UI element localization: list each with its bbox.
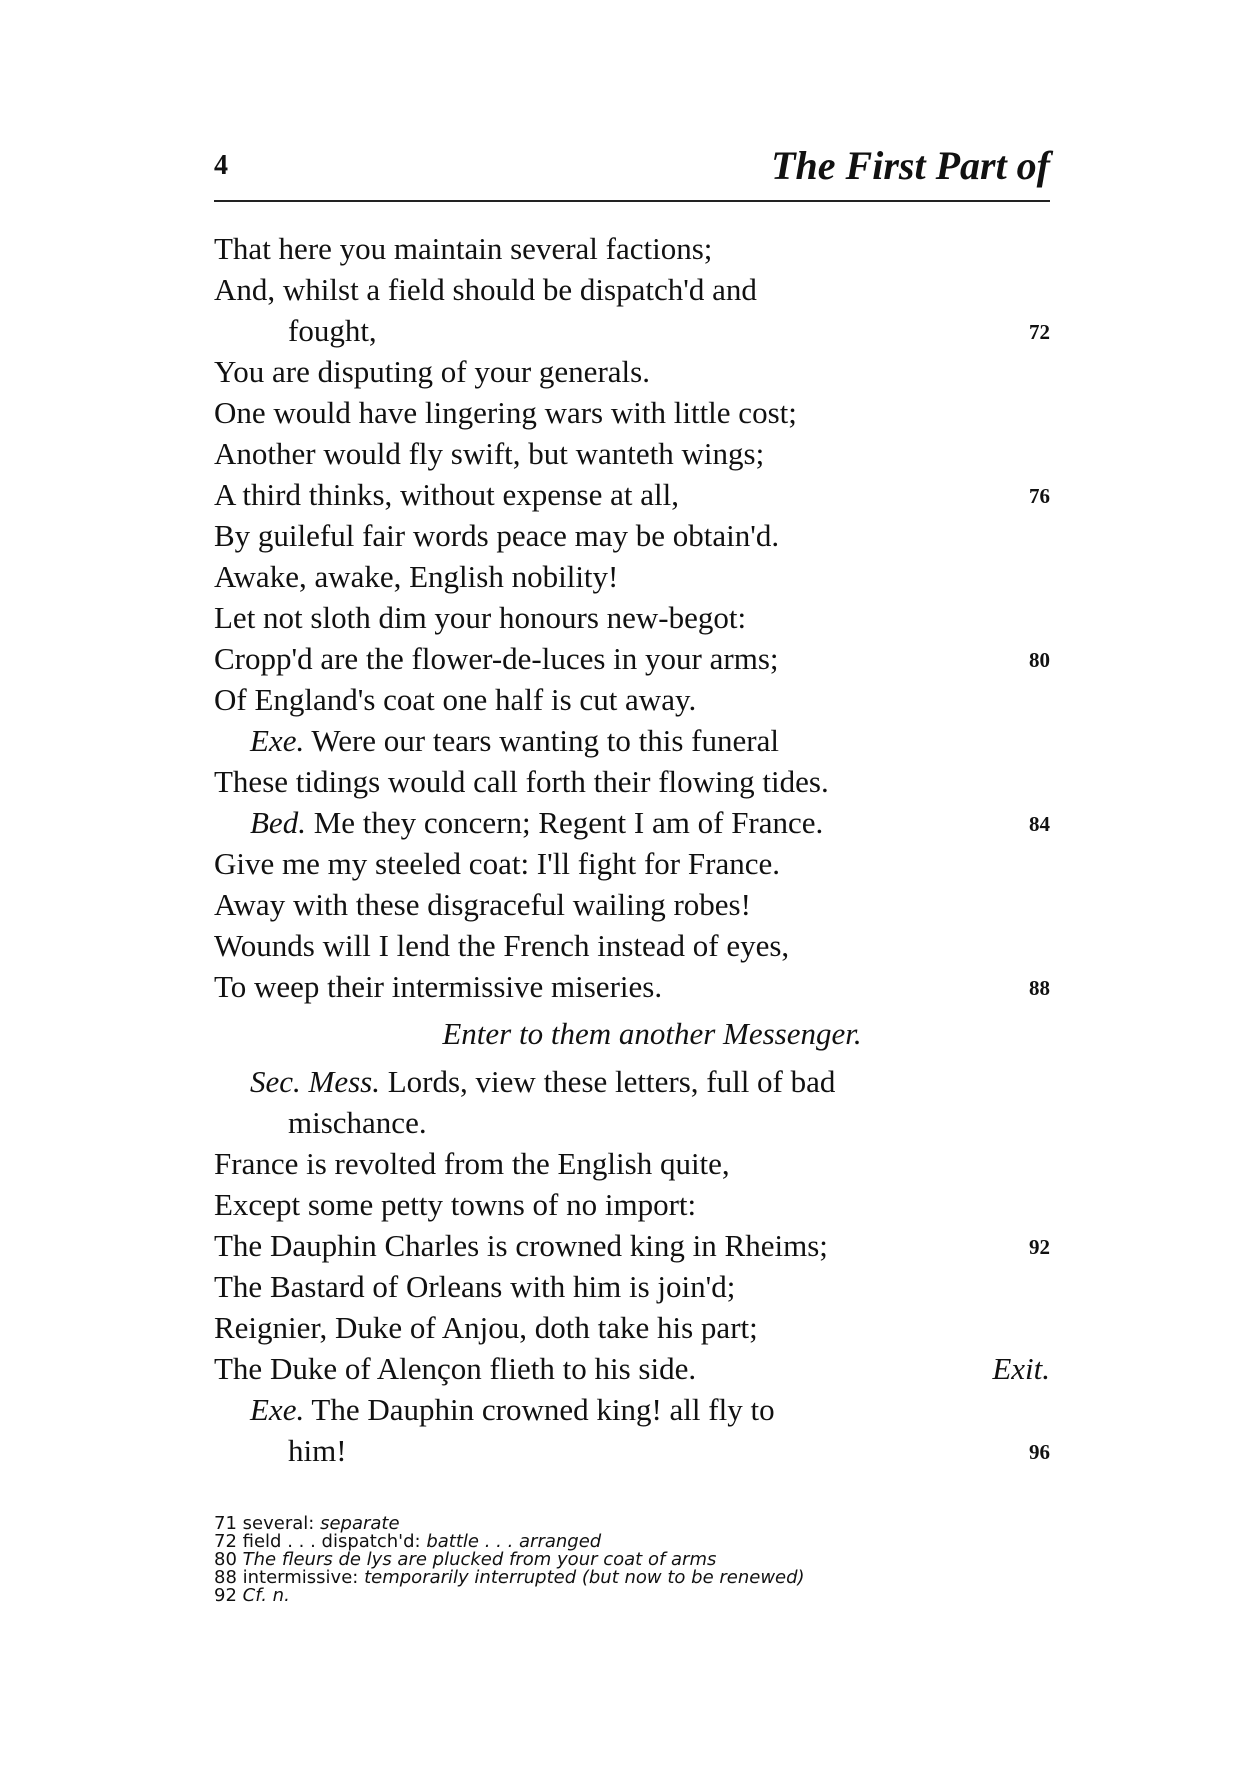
verse-line: Give me my steeled coat: I'll fight for France.: [214, 846, 780, 881]
footnote: 88 intermissive: temporarily interrupted (but now to be renewed): [214, 1567, 805, 1588]
verse-line: Let not sloth dim your honours new-begot:: [214, 600, 747, 635]
verse-line: Wounds will I lend the French instead of eyes,: [214, 928, 790, 963]
verse-line: Another would fly swift, but wanteth wings;: [214, 436, 765, 471]
verse-line: Sec. Mess. Lords, view these letters, full of bad: [250, 1064, 836, 1099]
line-number: 80: [1029, 648, 1050, 672]
verse-line: Awake, awake, English nobility!: [214, 559, 619, 594]
verse-line: These tidings would call forth their flowing tides.: [214, 764, 829, 799]
verse-line: Exe. The Dauphin crowned king! all fly to: [250, 1392, 775, 1427]
line-number: 72: [1029, 320, 1050, 344]
line-number: 92: [1029, 1235, 1050, 1259]
speaker-name: Exe.: [250, 723, 305, 758]
footnote: 92 Cf. n.: [214, 1585, 290, 1606]
verse-line: Of England's coat one half is cut away.: [214, 682, 697, 717]
verse-line: mischance.: [288, 1105, 427, 1140]
verse-line: Reignier, Duke of Anjou, doth take his part;: [214, 1310, 758, 1345]
verse-line: That here you maintain several factions;: [214, 231, 713, 266]
header-rule: [214, 200, 1050, 202]
verse-line: fought, 72: [214, 310, 1050, 351]
stage-direction-enter: Enter to them another Messenger.: [442, 1016, 862, 1051]
book-page: [214, 0, 1050, 1786]
verse-line: A third thinks, without expense at all, 76: [214, 474, 1050, 515]
verse-line: Exe. Were our tears wanting to this funeral: [250, 723, 779, 758]
line-number: 84: [1029, 812, 1050, 836]
verse-line: The Bastard of Orleans with him is join'd;: [214, 1269, 736, 1304]
speaker-name: Exe.: [250, 1392, 305, 1427]
footnote: 71 several: separate: [214, 1513, 400, 1534]
verse-line: Bed. Me they concern; Regent I am of France. 84: [214, 802, 1050, 843]
verse-line: To weep their intermissive miseries. 88: [214, 966, 1050, 1007]
stage-direction-exit: Exit.: [992, 1351, 1050, 1386]
speaker-name: Sec. Mess.: [250, 1064, 380, 1099]
verse-line: One would have lingering wars with little cost;: [214, 395, 797, 430]
verse-line: Cropp'd are the flower-de-luces in your arms; 80: [214, 638, 1050, 679]
page-header: [214, 142, 1050, 202]
verse-line: And, whilst a field should be dispatch'd and: [214, 272, 757, 307]
line-number: 88: [1029, 976, 1050, 1000]
verse-line: The Duke of Alençon flieth to his side. Exit.: [214, 1348, 1050, 1389]
footnotes: [214, 1515, 1050, 1605]
verse-line: The Dauphin Charles is crowned king in Rheims; 92: [214, 1225, 1050, 1266]
verse-text: [214, 228, 1050, 1471]
verse-line: You are disputing of your generals.: [214, 354, 650, 389]
footnote: 72 field . . . dispatch'd: battle . . . arranged: [214, 1531, 602, 1552]
footnote: 80 The fleurs de lys are plucked from your coat of arms: [214, 1549, 717, 1570]
line-number: 76: [1029, 484, 1050, 508]
verse-line: France is revolted from the English quite,: [214, 1146, 730, 1181]
line-number: 96: [1029, 1440, 1050, 1464]
verse-line: Away with these disgraceful wailing robes!: [214, 887, 751, 922]
running-head: The First Part of: [771, 143, 1050, 188]
verse-line: him! 96: [214, 1430, 1050, 1471]
speaker-name: Bed.: [250, 805, 306, 840]
verse-line: By guileful fair words peace may be obtain'd.: [214, 518, 780, 553]
page-number: 4: [214, 150, 228, 181]
verse-line: Except some petty towns of no import:: [214, 1187, 697, 1222]
